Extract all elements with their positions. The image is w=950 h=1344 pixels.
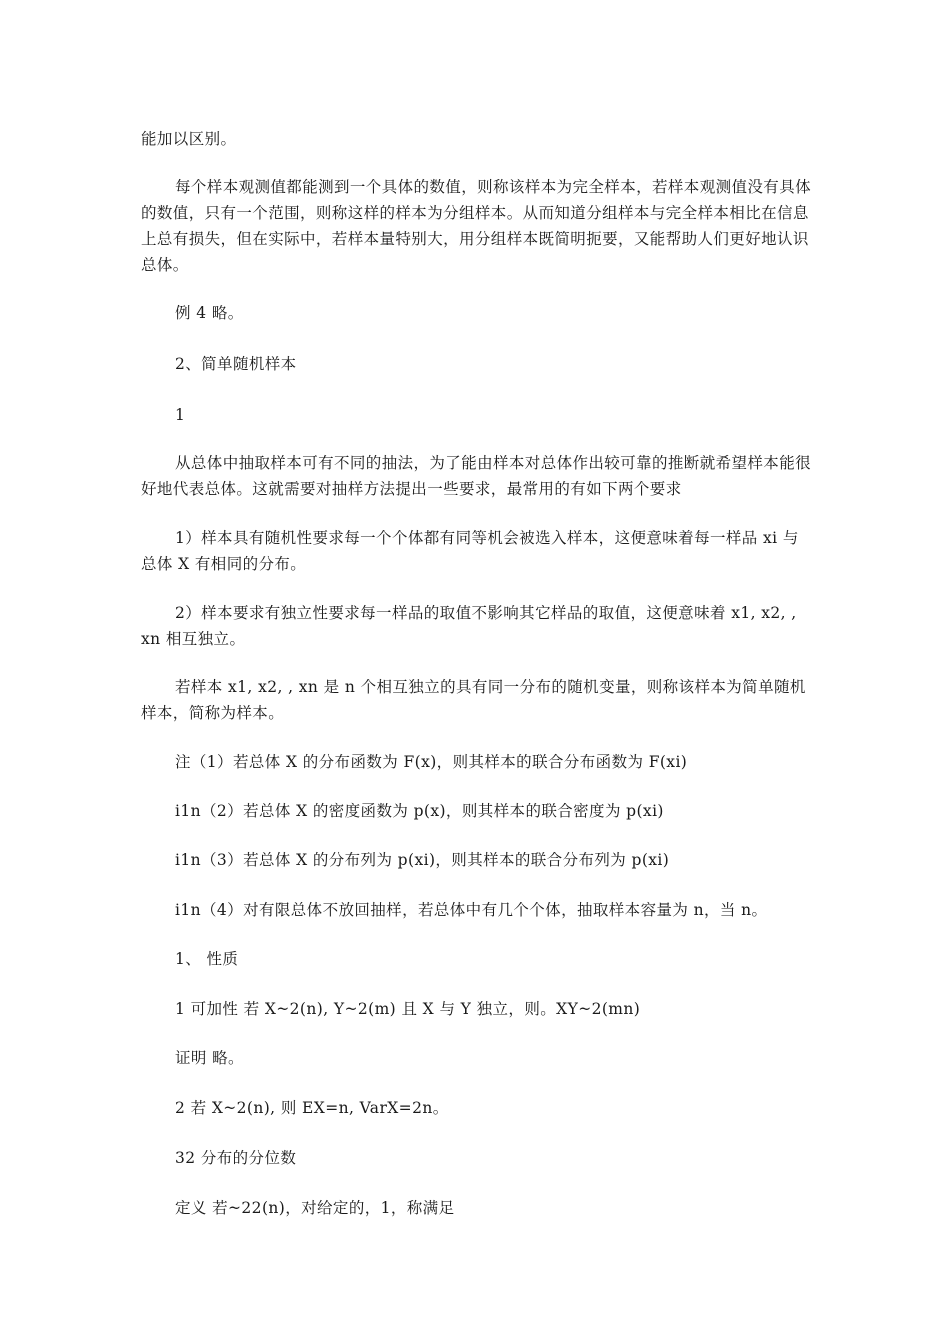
section-heading-simple-random-sample: 2、简单随机样本 xyxy=(175,355,297,373)
requirement-independence: 2）样本要求有独立性要求每一样品的取值不影响其它样品的取值，这便意味着 x1, x2, , xn 相互独立。 xyxy=(141,604,797,648)
note-1-distribution-function: 注（1）若总体 X 的分布函数为 F(x)，则其样本的联合分布函数为 F(xi) xyxy=(175,753,688,771)
definition-simple-random-sample: 若样本 x1, x2, , xn 是 n 个相互独立的具有同一分布的随机变量，则称该样本为简单随机样本，简称为样本。 xyxy=(141,678,806,722)
property-additivity: 1 可加性 若 X~2(n), Y~2(m) 且 X 与 Y 独立，则。XY~2(mn) xyxy=(175,1000,641,1018)
proof-omitted: 证明 略。 xyxy=(175,1049,244,1067)
paragraph-continuation: 能加以区别。 xyxy=(141,130,237,148)
note-2-density-function: i1n（2）若总体 X 的密度函数为 p(x)，则其样本的联合密度为 p(xi) xyxy=(175,802,664,820)
requirement-randomness: 1）样本具有随机性要求每一个个体都有同等机会被选入样本，这便意味着每一样品 xi 与总体 X 有相同的分布。 xyxy=(141,529,799,573)
paragraph-sampling-requirements: 从总体中抽取样本可有不同的抽法，为了能由样本对总体作出较可靠的推断就希望样本能很好地代表总体。这就需要对抽样方法提出一些要求，最常用的有如下两个要求 xyxy=(141,454,812,498)
property-expectation-variance: 2 若 X~2(n), 则 EX=n, VarX=2n。 xyxy=(175,1099,449,1117)
definition-quantile: 定义 若~22(n)，对给定的，1，称满足 xyxy=(175,1199,455,1217)
subsection-number: 1 xyxy=(175,406,186,424)
note-4-finite-population: i1n（4）对有限总体不放回抽样，若总体中有几个个体，抽取样本容量为 n，当 n。 xyxy=(175,901,768,919)
note-3-distribution-list: i1n（3）若总体 X 的分布列为 p(xi)，则其样本的联合分布列为 p(xi) xyxy=(175,851,670,869)
section-heading-quantiles: 32 分布的分位数 xyxy=(175,1149,297,1167)
example-4: 例 4 略。 xyxy=(175,304,244,322)
paragraph-complete-vs-grouped-sample: 每个样本观测值都能测到一个具体的数值，则称该样本为完全样本，若样本观测值没有具体的数值，只有一个范围，则称这样的样本为分组样本。从而知道分组样本与完全样本相比在信息上总有损失，但在实际中，若样本量特别大，用分组样本既简明扼要，又能帮助人们更好地认识总体。 xyxy=(141,178,812,274)
section-heading-properties: 1、 性质 xyxy=(175,950,239,968)
